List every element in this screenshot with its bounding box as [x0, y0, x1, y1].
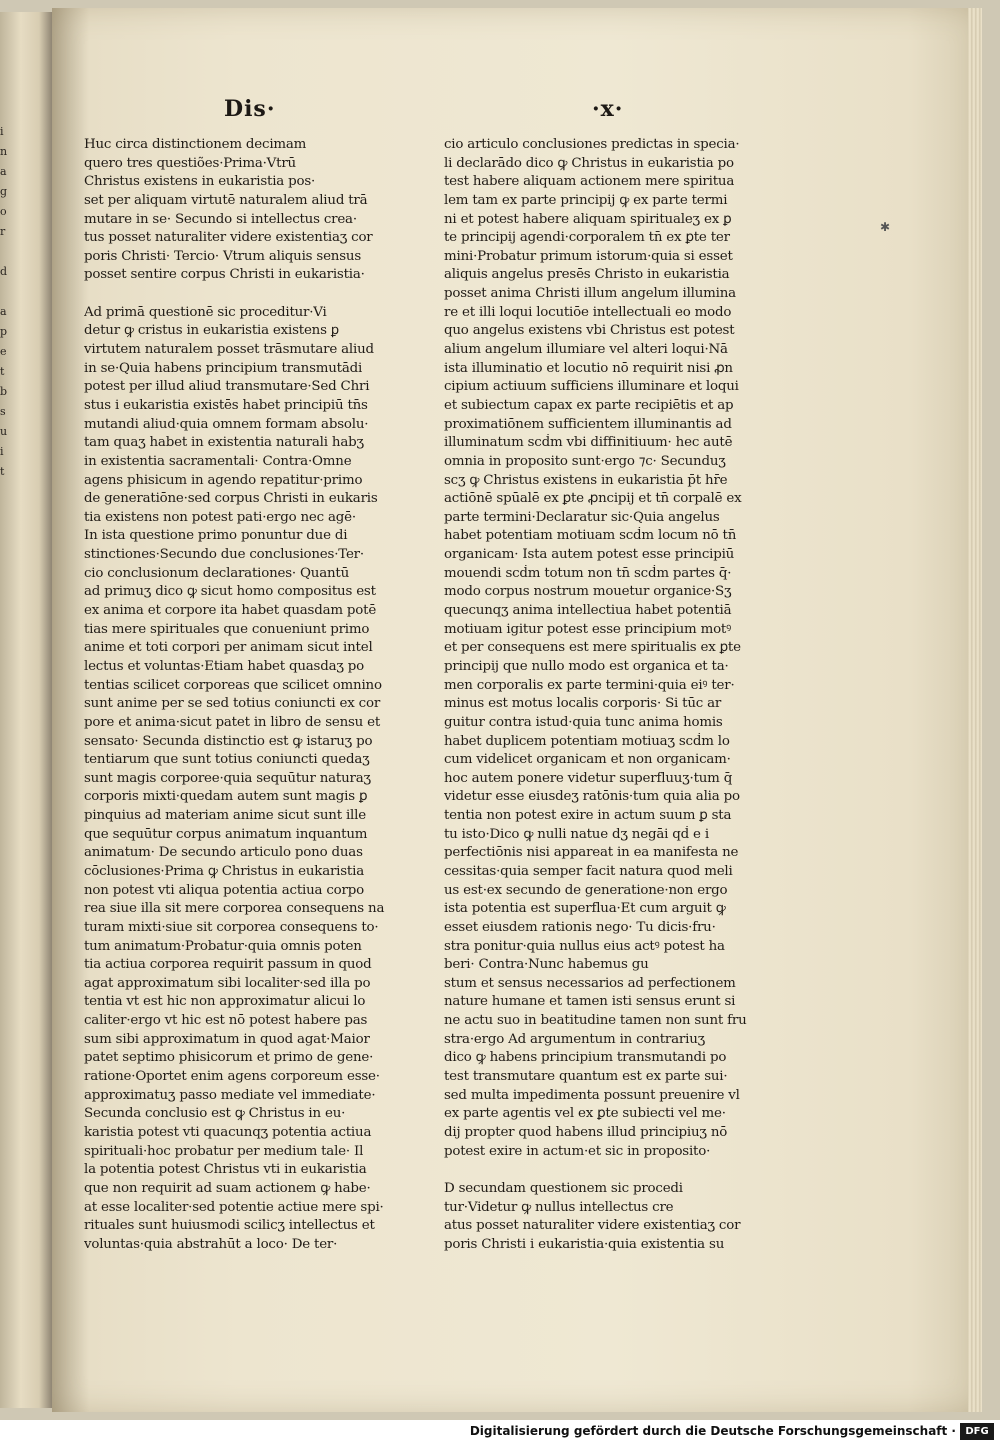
left-column-line: sensato· Secunda distinctio est ꝙ istaruʒ po: [84, 733, 373, 749]
left-column-line: ad primuʒ dico ꝙ sicut homo compositus est: [84, 584, 376, 600]
left-column-line: de generatiōne·sed corpus Christi in eukaris: [84, 491, 378, 507]
left-column-line: caliter·ergo vt hic est nō potest habere pas: [84, 1013, 368, 1029]
right-column-line: actiōnē spūalē ex ꝑte ꝓncipij et tn̄ corpalē ex: [444, 491, 742, 507]
fragment-letter: i: [0, 445, 4, 458]
left-column-line: agens phisicum in agendo repatitur·primo: [84, 472, 363, 488]
fragment-letter: p: [0, 325, 8, 338]
right-column-line: test habere aliquam actionem mere spiritua: [444, 174, 735, 190]
fragment-letter: o: [0, 205, 7, 218]
running-header-right: ·x·: [592, 96, 624, 122]
left-column-line: sunt magis corporee·quia sequūtur naturaʒ: [84, 770, 371, 786]
right-column-line: stra·ergo Ad argumentum in contrariuʒ: [444, 1031, 705, 1047]
left-column-line: patet septimo phisicorum et primo de gene·: [84, 1050, 374, 1066]
right-column-line: poris Christi i eukaristia·quia existentia su: [444, 1236, 725, 1252]
fragment-letter: u: [0, 425, 8, 438]
left-column-line: stinctiones·Secundo due conclusiones·Ter·: [84, 547, 364, 563]
right-column-line: atus posset naturaliter videre existentiaʒ cor: [444, 1218, 741, 1234]
fragment-letter: t: [0, 465, 5, 478]
left-column-line: virtutem naturalem posset trāsmutare aliud: [84, 342, 374, 358]
left-column-line: potest per illud aliud transmutare·Sed Chri: [84, 379, 370, 395]
right-column-line: perfectiōnis nisi appareat in ea manifesta ne: [444, 845, 739, 861]
fragment-letter: i: [0, 125, 4, 138]
left-column-line: spirituali·hoc probatur per medium tale· Il: [84, 1143, 364, 1159]
text-column-left: [84, 136, 429, 1254]
left-column-line: karistia potest vti quacunqʒ potentia actiua: [84, 1124, 372, 1140]
dfg-logo: DFG: [960, 1423, 994, 1440]
right-column-line: tentia non potest exire in actum suum ꝑ sta: [444, 808, 732, 824]
left-column-line: stus i eukaristia existēs habet principiū tn̄s: [84, 397, 368, 413]
right-column-line: ne actu suo in beatitudine tamen non sunt fru: [444, 1013, 747, 1029]
right-column-line: stum et sensus necessarios ad perfectionem: [444, 975, 736, 991]
right-column-line: illuminatum scḋm vbi diffinitiuum· hec autē: [444, 435, 733, 451]
left-column-line: tia existens non potest pati·ergo nec agē·: [84, 509, 356, 525]
left-column-line: in existentia sacramentali· Contra·Omne: [84, 453, 352, 469]
left-column-line: tia actiua corporea requirit passum in quod: [84, 957, 372, 973]
left-column-line: lectus et voluntas·Etiam habet quasdaʒ po: [84, 658, 365, 674]
left-column-line: posset sentire corpus Christi in eukaristia·: [84, 267, 365, 283]
fragment-letter: [0, 282, 20, 302]
left-column-line: ratione·Oportet enim agens corporeum esse·: [84, 1069, 380, 1085]
fragment-letter: r: [0, 225, 6, 238]
left-column-line: Secunda conclusio est ꝙ Christus in eu·: [84, 1106, 346, 1122]
recto-page: [52, 8, 982, 1412]
left-column-line: pore et anima·sicut patet in libro de sensu et: [84, 714, 381, 730]
left-column-line: pinquius ad materiam anime sicut sunt ille: [84, 808, 366, 824]
left-column-line: animatum· De secundo articulo pono duas: [84, 845, 363, 861]
right-column-line: cum videlicet organicam et non organicam·: [444, 752, 731, 768]
right-column-line: motiuam igitur potest esse principium motꝰ: [444, 621, 732, 637]
right-column-line: alium angelum illumiare vel alteri loqui·Nā: [444, 342, 728, 358]
left-column-line: rituales sunt huiusmodi scilicʒ intellectus et: [84, 1218, 375, 1234]
funding-credit: Digitalisierung gefördert durch die Deutsche Forschungsgemeinschaft ·: [469, 1424, 956, 1438]
right-column-line: esset eiusdem rationis nego· Tu dicis·fru·: [444, 919, 716, 935]
right-column-line: potest exire in actum·et sic in proposito·: [444, 1143, 711, 1159]
left-column-line: Ad primā questionē sic proceditur·Vi: [84, 304, 327, 320]
fragment-letter: n: [0, 145, 8, 158]
left-column-line: tentias scilicet corporeas que scilicet omnino: [84, 677, 382, 693]
left-column-line: sunt anime per se sed totius coniuncti ex cor: [84, 696, 381, 712]
right-column-line: videtur esse eiusdeʒ ratōnis·tum quia alia po: [444, 789, 740, 805]
left-column-line: mutare in se· Secundo si intellectus crea·: [84, 211, 357, 227]
right-column-line: tur·Videtur ꝙ nullus intellectus cre: [444, 1199, 674, 1215]
left-column-line: Christus existens in eukaristia pos·: [84, 174, 316, 190]
left-column-line: quero tres questiões·Prima·Vtrū: [84, 155, 296, 171]
left-column-line: tias mere spirituales que conueniunt primo: [84, 621, 370, 637]
right-column-line: dico ꝙ habens principium transmutandi po: [444, 1050, 727, 1066]
left-column-line: poris Christi· Tercio· Vtrum aliquis sensus: [84, 248, 361, 264]
right-column-line: minus est motus localis corporis· Si tūc ar: [444, 696, 722, 712]
right-column-line: quo angelus existens vbi Christus est potest: [444, 323, 735, 339]
right-column-line: mouendi scḋm totum non tn̄ scḋm partes q̄·: [444, 565, 732, 581]
right-column-line: re et illi loqui locutiōe intellectuali eo modo: [444, 304, 732, 320]
left-column-line: que non requirit ad suam actionem ꝙ habe·: [84, 1180, 371, 1196]
right-column-line: lem tam ex parte principij ꝙ ex parte termi: [444, 192, 728, 208]
right-column-line: parte termini·Declaratur sic·Quia angelus: [444, 509, 720, 525]
left-column-line: anime et toti corpori per animam sicut intel: [84, 640, 373, 656]
text-column-right: [444, 136, 789, 1254]
right-column-line: stra ponitur·quia nullus eius actꝰ potest ha: [444, 938, 725, 954]
left-page-edge: [0, 12, 52, 1408]
fragment-letter: b: [0, 385, 8, 398]
right-column-line: beri· Contra·Nunc habemus gu: [444, 957, 649, 973]
left-column-line: [84, 285, 429, 304]
right-column-line: posset anima Christi illum angelum illumina: [444, 286, 736, 302]
left-column-line: tam quaʒ habet in existentia naturali habʒ: [84, 435, 364, 451]
right-column-line: habet potentiam motiuam scḋm locum nō tn̄: [444, 528, 737, 544]
left-column-line: turam mixti·siue sit corporea consequens to·: [84, 919, 379, 935]
page-fore-edge: [968, 8, 982, 1412]
right-column-line: ni et potest habere aliquam spiritualeʒ ex ꝑ: [444, 211, 732, 227]
right-column-line: li declarādo dico ꝙ Christus in eukaristia po: [444, 155, 734, 171]
right-column-line: test transmutare quantum est ex parte sui·: [444, 1069, 728, 1085]
left-column-line: in se·Quia habens principium transmutādi: [84, 360, 363, 376]
right-column-line: guitur contra istud·quia tunc anima homis: [444, 714, 723, 730]
left-column-line: Huc circa distinctionem decimam: [84, 137, 307, 152]
left-column-line: mutandi aliud·quia omnem formam absolu·: [84, 416, 369, 432]
left-column-line: agat approximatum sibi localiter·sed illa po: [84, 975, 371, 991]
right-column-line: cessitas·quia semper facit natura quod meli: [444, 863, 733, 879]
left-column-line: tentia vt est hic non approximatur alicui lo: [84, 994, 366, 1010]
fragment-letter: s: [0, 405, 6, 418]
left-column-line: sum sibi approximatum in quod agat·Maior: [84, 1031, 370, 1047]
right-column-line: ista potentia est superflua·Et cum arguit ꝙ: [444, 901, 726, 917]
right-column-line: principij que nullo modo est organica et ta·: [444, 658, 729, 674]
right-column-line: nature humane et tamen isti sensus erunt si: [444, 994, 736, 1010]
right-column-line: habet duplicem potentiam motiuaʒ scḋm lo: [444, 733, 730, 749]
right-column-line: aliquis angelus presēs Christo in eukaristia: [444, 267, 730, 283]
left-column-line: cio conclusionum declarationes· Quantū: [84, 565, 350, 581]
left-column-line: rea siue illa sit mere corporea consequens na: [84, 901, 385, 917]
right-column-line: tu isto·Dico ꝙ nulli natue dʒ negāi qḋ e i: [444, 826, 709, 842]
right-column-line: cipium actiuum sufficiens illuminare et loqui: [444, 379, 739, 395]
fragment-letter: g: [0, 185, 8, 198]
right-column-line: mini·Probatur primum istorum·quia si esset: [444, 248, 733, 264]
digitization-footer: [0, 1420, 1000, 1444]
right-column-line: ista illuminatio et locutio nō requirit nisi ꝓn: [444, 360, 733, 376]
right-column-line: scʒ ꝙ Christus existens in eukaristia p̄t hr̄e: [444, 472, 728, 488]
left-column-line: non potest vti aliqua potentia actiua corpo: [84, 882, 364, 898]
left-column-line: cōclusiones·Prima ꝙ Christus in eukaristia: [84, 863, 364, 879]
fragment-letter: [0, 242, 20, 262]
running-header-left: Dis·: [224, 96, 276, 122]
right-column-line: us est·ex secundo de generatione·non ergo: [444, 882, 728, 898]
right-column-line: hoc autem ponere videtur superfluuʒ·tum q̄: [444, 770, 733, 786]
left-column-line: tus posset naturaliter videre existentiaʒ cor: [84, 230, 373, 246]
right-column-line: sed multa impedimenta possunt preuenire vl: [444, 1087, 740, 1103]
paper-blemish: ✱: [880, 220, 891, 234]
right-column-line: men corporalis ex parte termini·quia eiꝰ ter·: [444, 677, 735, 693]
left-column-line: que sequūtur corpus animatum inquantum: [84, 826, 368, 842]
left-column-line: corporis mixti·quedam autem sunt magis ꝑ: [84, 789, 368, 805]
right-column-line: D secundam questionem sic procedi: [444, 1180, 683, 1196]
right-column-line: proximatiōnem sufficientem illuminantis ad: [444, 416, 732, 432]
right-column-line: organicam· Ista autem potest esse principiū: [444, 547, 735, 563]
fragment-letter: t: [0, 365, 5, 378]
left-column-line: voluntas·quia abstrahūt a loco· De ter·: [84, 1236, 338, 1252]
left-column-line: la potentia potest Christus vti in eukaristia: [84, 1162, 367, 1178]
right-column-line: et subiectum capax ex parte recipiētis et ap: [444, 397, 734, 413]
right-column-line: te principij agendi·corporalem tn̄ ex ꝑte ter: [444, 230, 730, 246]
left-page-fragment: [0, 122, 20, 482]
right-column-line: ex parte agentis vel ex ꝑte subiecti vel me·: [444, 1106, 726, 1122]
right-column-line: et per consequens est mere spiritualis ex ꝑte: [444, 640, 741, 656]
right-column-line: omnia in proposito sunt·ergo ⁊c· Secunduʒ: [444, 453, 726, 469]
right-column-line: quecunqʒ anima intellectiua habet potentiā: [444, 603, 732, 619]
fragment-letter: a: [0, 165, 7, 178]
left-column-line: at esse localiter·sed potentie actiue mere spi·: [84, 1199, 384, 1215]
right-column-line: cio articulo conclusiones predictas in specia·: [444, 137, 740, 152]
left-column-line: tum animatum·Probatur·quia omnis poten: [84, 938, 362, 954]
left-column-line: tentiarum que sunt totius coniuncti quedaʒ: [84, 752, 370, 768]
left-column-line: detur ꝙ cristus in eukaristia existens ꝑ: [84, 323, 339, 339]
fragment-letter: e: [0, 345, 7, 358]
left-column-line: In ista questione primo ponuntur due di: [84, 528, 348, 544]
right-column-line: dij propter quod habens illud principiuʒ nō: [444, 1124, 728, 1140]
left-column-line: approximatuʒ passo mediate vel immediate·: [84, 1087, 376, 1103]
right-column-line: modo corpus nostrum mouetur organice·Sʒ: [444, 584, 732, 600]
fragment-letter: a: [0, 305, 7, 318]
left-column-line: ex anima et corpore ita habet quasdam potē: [84, 603, 377, 619]
fragment-letter: d: [0, 265, 8, 278]
right-column-line: [444, 1161, 789, 1180]
left-column-line: set per aliquam virtutē naturalem aliud trā: [84, 192, 368, 208]
